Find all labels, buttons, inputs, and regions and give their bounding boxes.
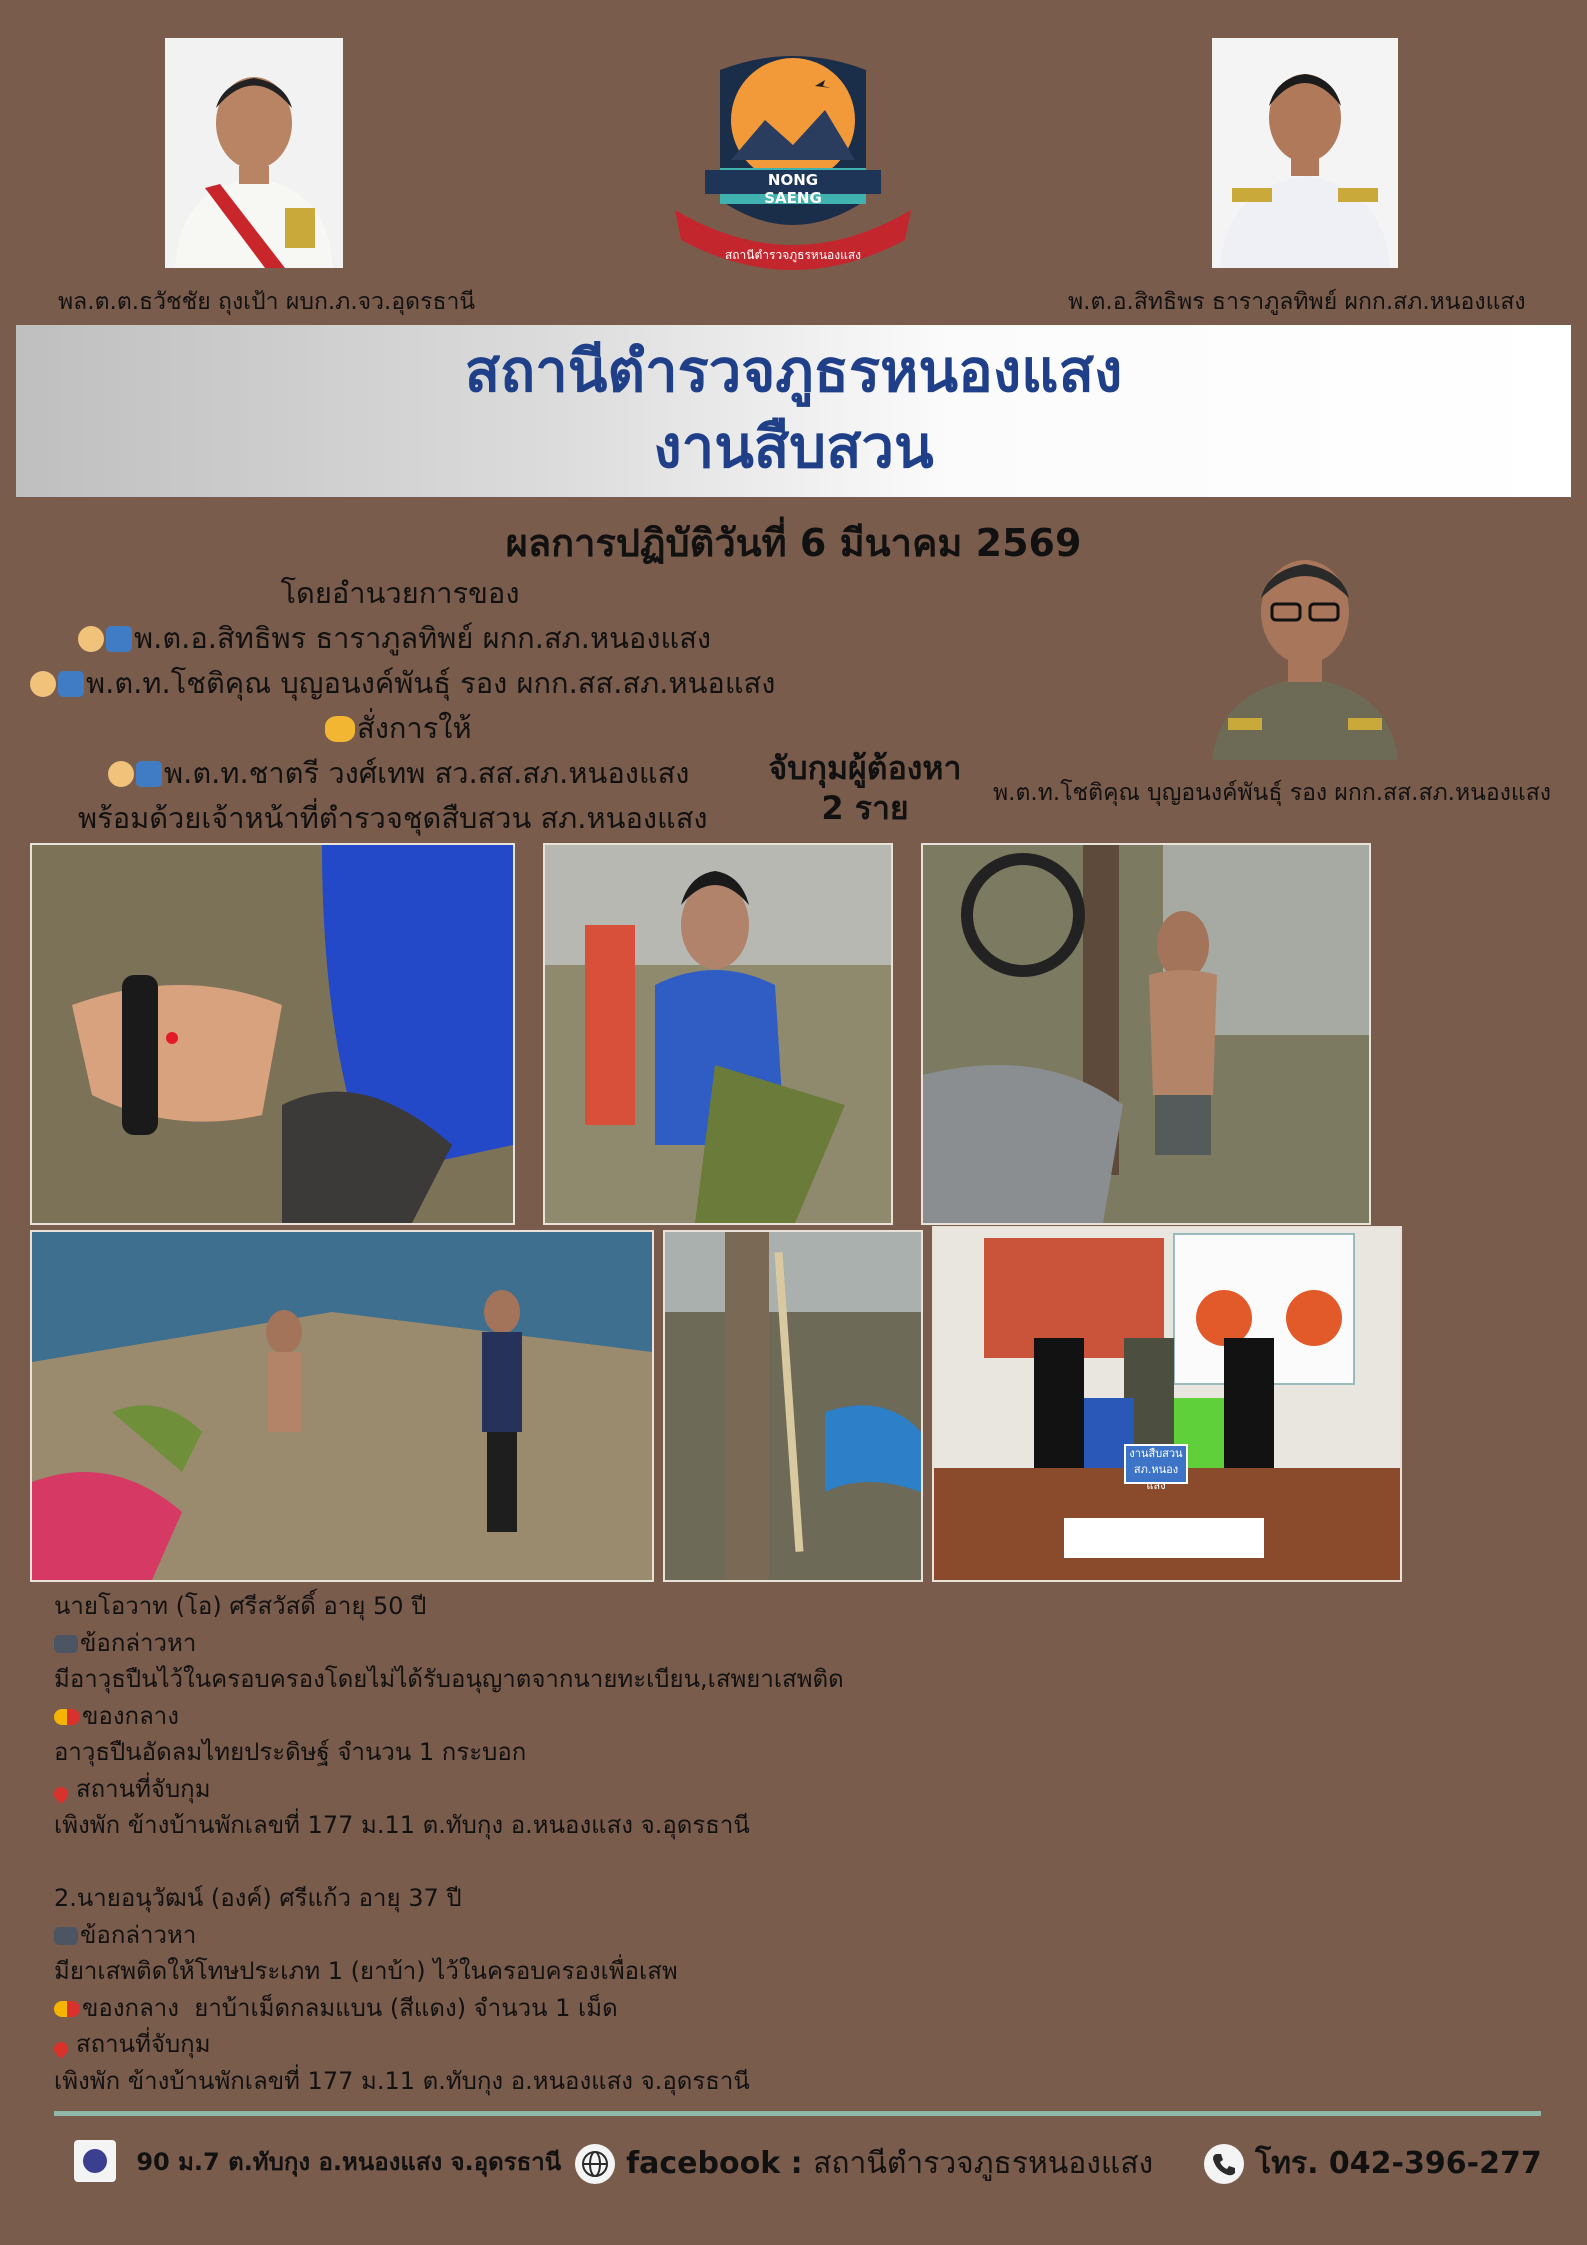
command-line-2-text: พ.ต.อ.สิทธิพร ธาราภูลทิพย์ ผกก.สภ.หนองแสง xyxy=(134,621,712,655)
banner-title: สถานีตำรวจภูธรหนองแสง xyxy=(464,337,1123,405)
suspect-2-evidence-label-text: ของกลาง xyxy=(82,1993,179,2022)
suspect-2-charge-label xyxy=(54,1917,750,1954)
suspect-2-details xyxy=(54,1880,750,2099)
male-sign-icon xyxy=(58,671,84,697)
deputy-portrait xyxy=(1212,548,1398,760)
suspect-2-evidence-line xyxy=(54,1990,750,2027)
police-officer-icon xyxy=(30,671,56,697)
suspect-2-charge-label-text: ข้อกล่าวหา xyxy=(80,1920,197,1949)
command-line-6: พร้อมด้วยเจ้าหน้าที่ตำรวจชุดสืบสวน สภ.หนองแสง xyxy=(78,801,708,835)
board-sign-line-2: สภ.หนองแสง xyxy=(1133,1463,1179,1492)
logo-text: NONG SAENG xyxy=(764,171,822,207)
arrest-line-1: จับกุมผู้ต้องหา xyxy=(768,749,962,787)
suspect-1-evidence-label-text: ของกลาง xyxy=(82,1701,179,1730)
camera-icon xyxy=(54,1635,78,1653)
pill-icon xyxy=(54,2001,80,2017)
arrest-summary xyxy=(745,748,985,828)
suspect-1-place-label xyxy=(54,1771,844,1808)
suspect-2-charge: มียาเสพติดให้โทษประเภท 1 (ยาบ้า) ไว้ในครอบครองเพื่อเสพ xyxy=(54,1957,678,1985)
commander-portrait xyxy=(165,38,343,268)
arrest-line-2: 2 ราย xyxy=(821,789,909,827)
suspect-2-place-label xyxy=(54,2026,750,2063)
location-icon xyxy=(74,2140,116,2182)
male-sign-icon xyxy=(136,761,162,787)
command-line-2 xyxy=(78,615,711,661)
footer-address xyxy=(74,2140,561,2182)
photo-suspect-handcuffed xyxy=(543,843,893,1225)
pill-icon xyxy=(54,1709,80,1725)
board-sign xyxy=(1124,1444,1188,1492)
suspect-1-name: นายโอวาท (โอ) ศรีสวัสดิ์ อายุ 50 ปี xyxy=(54,1592,427,1620)
phone-number: โทร. 042-396-277 xyxy=(1255,2146,1542,2181)
station-logo xyxy=(665,50,921,288)
suspect-1-place: เพิงพัก ข้างบ้านพักเลขที่ 177 ม.11 ต.ทับกุง อ.หนองแสง จ.อุดรธานี xyxy=(54,1811,750,1839)
command-line-1: โดยอำนวยการของ xyxy=(280,576,520,610)
banner-subtitle: งานสืบสวน xyxy=(653,413,934,481)
commander-caption: พล.ต.ต.ธวัชชัย ถุงเป้า ผบก.ภ.จว.อุดรธานี xyxy=(58,289,476,315)
footer-divider xyxy=(54,2111,1541,2116)
photo-station-arrest xyxy=(932,1226,1402,1582)
result-heading: ผลการปฏิบัติวันที่ 6 มีนาคม 2569 xyxy=(505,521,1082,565)
board-sign-line-1: งานสืบสวน xyxy=(1129,1447,1183,1460)
photo-camp-search xyxy=(30,1230,654,1582)
command-line-5-text: พ.ต.ท.ชาตรี วงศ์เทพ สว.สส.สภ.หนองแสง xyxy=(164,756,690,790)
superintendent-portrait xyxy=(1212,38,1398,268)
suspect-1-evidence-label xyxy=(54,1698,844,1735)
command-line-4-text: สั่งการให้ xyxy=(357,711,472,745)
photo-weapon-found xyxy=(663,1230,923,1582)
pointing-hand-icon xyxy=(325,716,355,742)
facebook-page: สถานีตำรวจภูธรหนองแสง xyxy=(813,2146,1154,2181)
globe-icon xyxy=(575,2144,615,2184)
suspect-1-place-label-text: สถานที่จับกุม xyxy=(76,1774,211,1803)
suspect-1-charge: มีอาวุธปืนไว้ในครอบครองโดยไม่ได้รับอนุญาตจากนายทะเบียน,เสพยาเสพติด xyxy=(54,1665,844,1693)
suspect-2-place: เพิงพัก ข้างบ้านพักเลขที่ 177 ม.11 ต.ทับกุง อ.หนองแสง จ.อุดรธานี xyxy=(54,2066,750,2095)
location-pin-icon xyxy=(51,1784,71,1804)
suspect-1-evidence: อาวุธปืนอัดลมไทยประดิษฐ์ จำนวน 1 กระบอก xyxy=(54,1738,527,1766)
command-line-5 xyxy=(108,750,689,796)
footer-address-text: 90 ม.7 ต.ทับกุง อ.หนองแสง จ.อุดรธานี xyxy=(136,2147,562,2176)
police-officer-icon xyxy=(78,626,104,652)
footer-facebook[interactable] xyxy=(575,2140,1153,2187)
command-line-4 xyxy=(325,705,472,751)
logo-ribbon-text: สถานีตำรวจภูธรหนองแสง xyxy=(724,248,862,262)
title-banner xyxy=(16,325,1571,497)
suspect-2-name: 2.นายอนุวัฒน์ (องค์) ศรีแก้ว อายุ 37 ปี xyxy=(54,1884,462,1912)
location-pin-icon xyxy=(51,2039,71,2059)
suspect-1-details xyxy=(54,1588,844,1844)
police-officer-icon xyxy=(108,761,134,787)
deputy-caption: พ.ต.ท.โชติคุณ บุญอนงค์พันธุ์ รอง ผกก.สส.สภ.หนองแสง xyxy=(993,780,1551,806)
facebook-separator: : xyxy=(780,2146,814,2181)
male-sign-icon xyxy=(106,626,132,652)
facebook-label: facebook xyxy=(626,2146,781,2181)
photo-evidence-pill xyxy=(30,843,515,1225)
phone-icon xyxy=(1204,2144,1244,2184)
suspect-2-place-label-text: สถานที่จับกุม xyxy=(76,2030,211,2058)
photo-suspect-tree xyxy=(921,843,1371,1225)
suspect-2-evidence: ยาบ้าเม็ดกลมแบน (สีแดง) จำนวน 1 เม็ด xyxy=(194,1993,618,2022)
command-line-3 xyxy=(30,660,775,706)
suspect-1-charge-label-text: ข้อกล่าวหา xyxy=(80,1628,197,1657)
command-line-3-text: พ.ต.ท.โชติคุณ บุญอนงค์พันธุ์ รอง ผกก.สส.สภ.หนอแสง xyxy=(86,666,776,700)
footer-phone[interactable] xyxy=(1204,2140,1542,2187)
camera-icon xyxy=(54,1927,78,1945)
superintendent-caption: พ.ต.อ.สิทธิพร ธาราภูลทิพย์ ผกก.สภ.หนองแสง xyxy=(1068,289,1526,315)
suspect-1-charge-label xyxy=(54,1625,844,1662)
